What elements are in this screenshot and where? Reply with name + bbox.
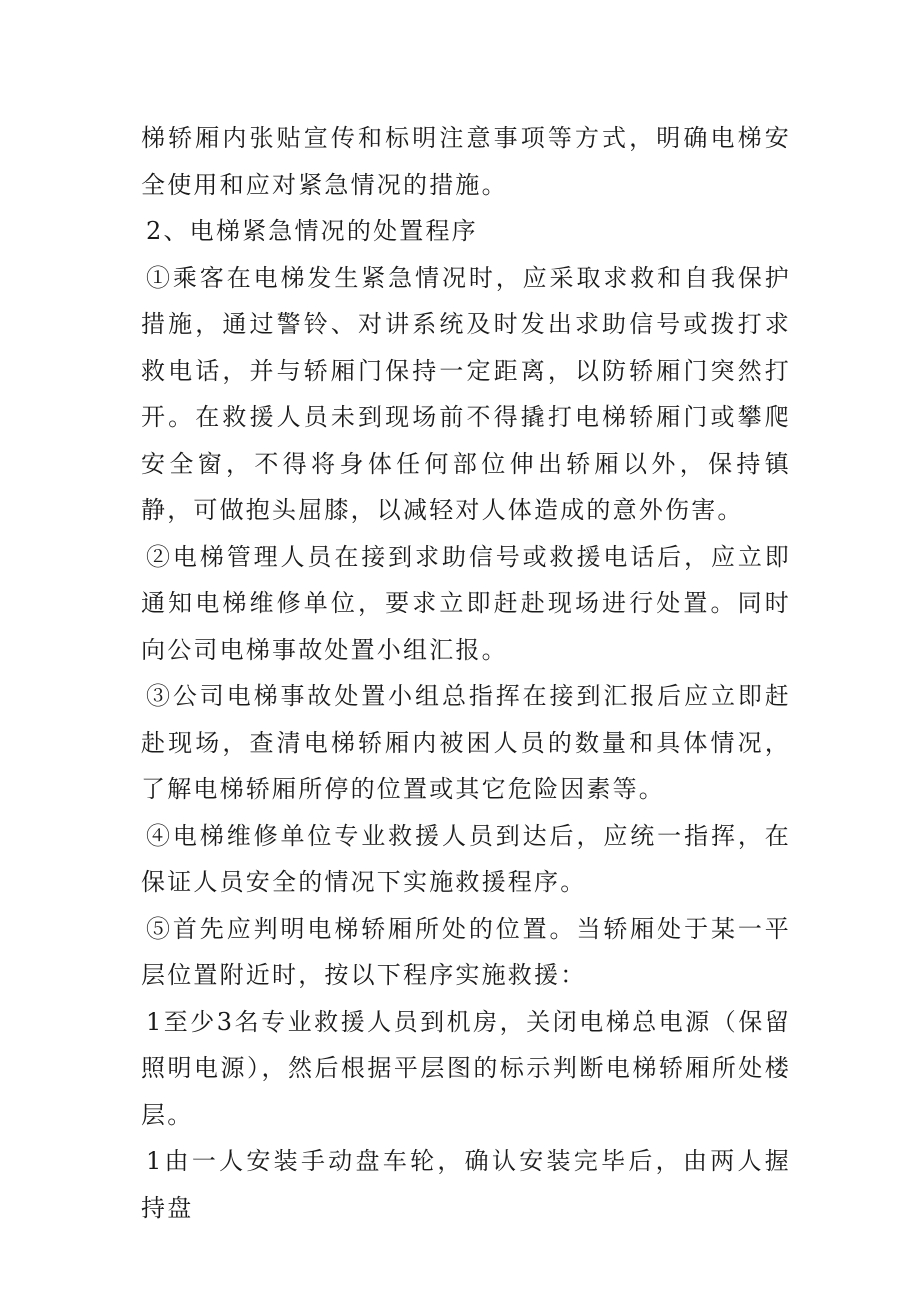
paragraph-step-5: ⑤首先应判明电梯轿厢所处的位置。当轿厢处于某一平层位置附近时，按以下程序实施救援： [141, 914, 791, 989]
paragraph-continuation: 梯轿厢内张贴宣传和标明注意事项等方式，明确电梯安全使用和应对紧急情况的措施。 [141, 124, 791, 199]
paragraph-step-4: ④电梯维修单位专业救援人员到达后，应统一指挥，在保证人员安全的情况下实施救援程序。 [141, 821, 791, 896]
paragraph-substep-b: 1由一人安装手动盘车轮，确认安装完毕后，由两人握持盘 [141, 1147, 791, 1222]
paragraph-step-2: ②电梯管理人员在接到求助信号或救援电话后，应立即通知电梯维修单位，要求立即赶赴现场进行处置。同时向公司电梯事故处置小组汇报。 [141, 542, 791, 664]
section-heading: 2、电梯紧急情况的处置程序 [146, 217, 478, 245]
paragraph-step-3: ③公司电梯事故处置小组总指挥在接到汇报后应立即赶赴现场，查清电梯轿厢内被困人员的数量和具体情况，了解电梯轿厢所停的位置或其它危险因素等。 [141, 682, 791, 803]
paragraph-substep-a: 1至少3名专业救援人员到机房，关闭电梯总电源（保留照明电源），然后根据平层图的标示判断电梯轿厢所处楼层。 [141, 1007, 791, 1129]
paragraph-step-1: ①乘客在电梯发生紧急情况时，应采取求救和自我保护措施，通过警铃、对讲系统及时发出求助信号或拨打求救电话，并与轿厢门保持一定距离，以防轿厢门突然打开。在救援人员未到现场前不得撬打电梯轿厢门或攀爬安全窗，不得将身体任何部位伸出轿厢以外，保持镇静，可做抱头屈膝，以减轻对人体造成的意外伤害。 [141, 263, 791, 524]
document-body [141, 115, 791, 1231]
